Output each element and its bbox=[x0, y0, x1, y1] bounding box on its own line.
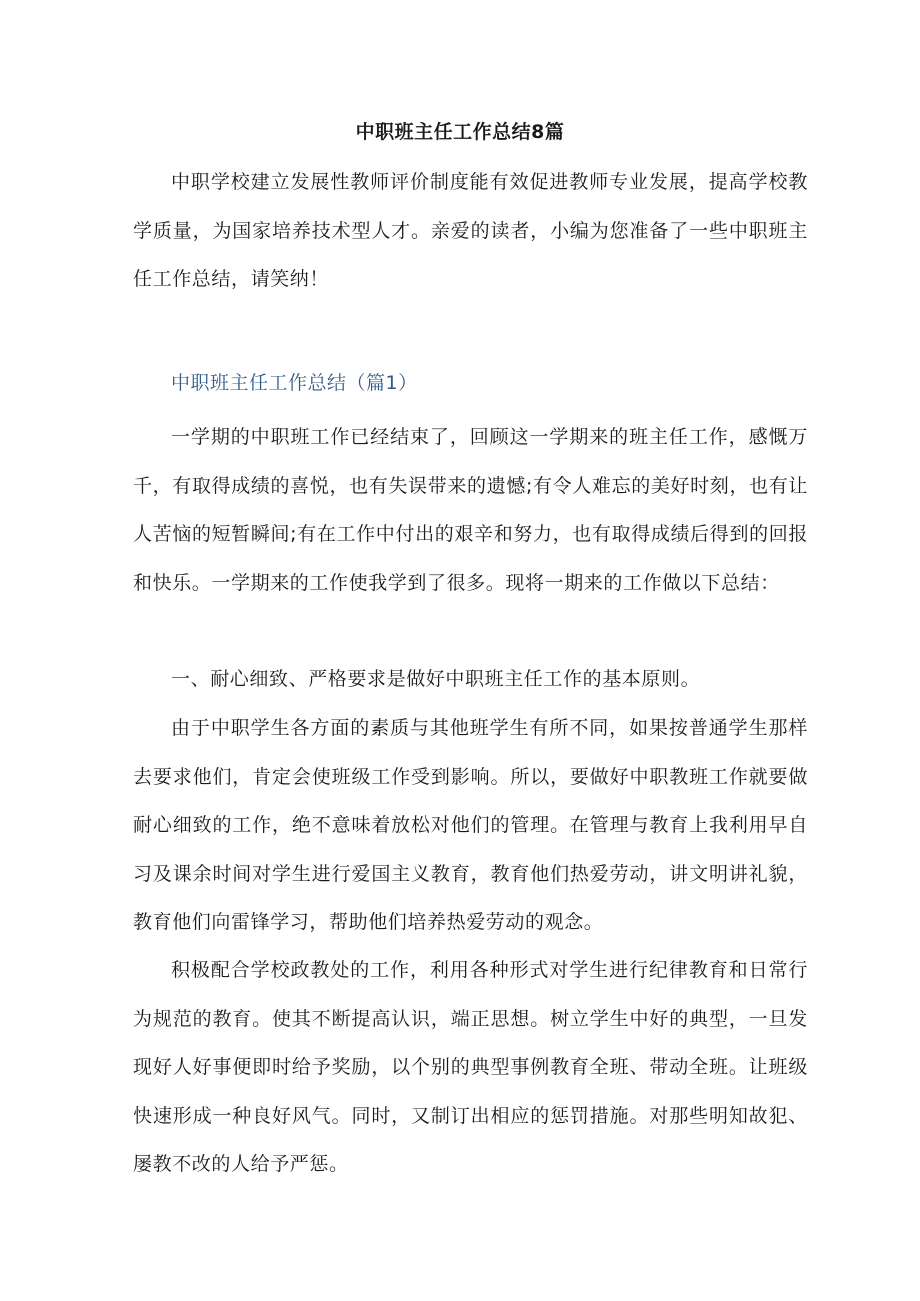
body-paragraph-1: 一学期的中职班工作已经结束了，回顾这一学期来的班主任工作，感慨万千，有取得成绩的喜悦，也有失误带来的遗憾;有令人难忘的美好时刻，也有让人苦恼的短暂瞬间;有在工作中付出的艰辛和努力，也有取得成绩后得到的回报和快乐。一学期来的工作使我学到了很多。现将一期来的工作做以下总结： bbox=[133, 426, 808, 594]
section-heading: 中职班主任工作总结（篇1） bbox=[171, 372, 418, 394]
body-paragraph-2: 一、耐心细致、严格要求是做好中职班主任工作的基本原则。 bbox=[171, 668, 701, 690]
body-paragraph-4: 积极配合学校政教处的工作，利用各种形式对学生进行纪律教育和日常行为规范的教育。使其不断提高认识，端正思想。树立学生中好的典型，一旦发现好人好事便即时给予奖励，以个别的典型事例教育全班、带动全班。让班级快速形成一种良好风气。同时，又制订出相应的惩罚措施。对那些明知故犯、屡教不改的人给予严惩。 bbox=[133, 959, 808, 1175]
body-paragraph-3: 由于中职学生各方面的素质与其他班学生有所不同，如果按普通学生那样去要求他们，肯定会使班级工作受到影响。所以，要做好中职教班工作就要做耐心细致的工作，绝不意味着放松对他们的管理。在管理与教育上我利用早自习及课余时间对学生进行爱国主义教育，教育他们热爱劳动，讲文明讲礼貌，教育他们向雷锋学习，帮助他们培养热爱劳动的观念。 bbox=[133, 717, 808, 933]
document-title: 中职班主任工作总结8篇 bbox=[355, 121, 565, 143]
intro-paragraph: 中职学校建立发展性教师评价制度能有效促进教师专业发展，提高学校教学质量，为国家培养技术型人才。亲爱的读者，小编为您准备了一些中职班主任工作总结，请笑纳！ bbox=[133, 171, 808, 290]
